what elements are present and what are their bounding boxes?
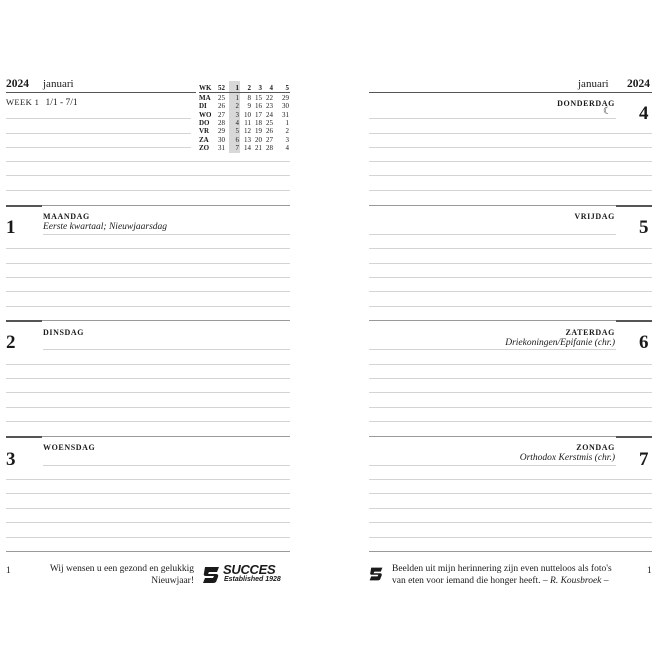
- header-rule: [6, 92, 196, 93]
- mini-cal-date: 29: [282, 94, 289, 102]
- note-line: [6, 493, 290, 494]
- mini-cal-date: 17: [255, 110, 262, 119]
- mini-cal-header-cell: 2: [247, 84, 251, 92]
- mini-cal-date: 7: [235, 143, 239, 152]
- note-line: [6, 479, 290, 480]
- mini-cal-date: 30: [218, 135, 225, 144]
- day-rule: [6, 205, 290, 206]
- mini-cal-date: 31: [282, 110, 289, 119]
- note-line: [369, 190, 652, 191]
- mini-cal-date: 30: [282, 102, 289, 111]
- week-label: [6, 97, 78, 108]
- mini-cal-day-label: VR: [199, 127, 210, 136]
- note-line: [6, 118, 191, 119]
- day-number: 4: [639, 103, 649, 124]
- day-rule-accent: [6, 320, 42, 322]
- succes-s-logo-icon: [201, 565, 221, 585]
- mini-cal-date: 15: [255, 94, 262, 102]
- moon-phase-icon: ☾: [603, 106, 612, 117]
- note-line: [369, 175, 652, 176]
- mini-cal-day-label: DI: [199, 102, 207, 111]
- note-line: [6, 378, 290, 379]
- mini-cal-header-cell: 52: [218, 84, 225, 92]
- mini-cal-date: 24: [266, 110, 273, 119]
- mini-cal-day-label: ZA: [199, 135, 209, 144]
- note-line: [6, 133, 191, 134]
- note-line: [369, 364, 652, 365]
- mini-cal-date: 6: [235, 135, 239, 144]
- mini-cal-date: 1: [285, 118, 289, 127]
- mini-cal-date: 3: [235, 110, 239, 119]
- brand-name: SUCCES: [223, 562, 276, 577]
- note-line: [369, 248, 652, 249]
- month-label: januari: [43, 78, 74, 90]
- year-label: 2024: [6, 78, 29, 90]
- day-note: Orthodox Kerstmis (chr.): [519, 453, 615, 463]
- note-line: [6, 277, 290, 278]
- day-name: DINSDAG: [43, 328, 85, 337]
- mini-cal-day-label: WO: [199, 110, 212, 119]
- note-line: [6, 392, 290, 393]
- note-line: [6, 291, 290, 292]
- mini-cal-date: 23: [266, 102, 273, 111]
- mini-cal-date: 8: [247, 94, 251, 102]
- note-line: [6, 175, 290, 176]
- note-line: [369, 508, 652, 509]
- mini-cal-header-cell: 5: [285, 84, 289, 92]
- day-name: ZATERDAG: [565, 328, 615, 337]
- day-name: ZONDAG: [576, 443, 615, 452]
- note-line: [6, 248, 290, 249]
- note-line: [369, 263, 652, 264]
- day-rule-accent: [616, 436, 652, 438]
- note-line: [369, 291, 652, 292]
- month-label: januari: [578, 78, 609, 90]
- mini-cal-date: 28: [218, 118, 225, 127]
- day-rule-accent: [6, 205, 42, 207]
- day-rule: [6, 436, 290, 437]
- footer-rule: [369, 551, 652, 552]
- note-line: [369, 306, 652, 307]
- mini-cal-date: 21: [255, 143, 262, 152]
- day-rule-accent: [616, 320, 652, 322]
- week-number: WEEK 1: [6, 97, 40, 107]
- succes-s-logo-icon: [368, 566, 384, 582]
- note-line: [369, 493, 652, 494]
- mini-cal-day-label: ZO: [199, 143, 210, 152]
- note-line: [43, 234, 290, 235]
- day-name: DONDERDAG: [557, 99, 615, 108]
- week-range: 1/1 - 7/1: [45, 98, 78, 108]
- day-rule: [369, 320, 652, 321]
- mini-cal-date: 10: [244, 110, 251, 119]
- note-line: [369, 479, 652, 480]
- page-number: 1: [647, 566, 652, 576]
- note-line: [6, 508, 290, 509]
- mini-cal-date: 27: [218, 110, 225, 119]
- note-line: [369, 421, 652, 422]
- day-number: 5: [639, 217, 649, 238]
- note-line: [6, 522, 290, 523]
- note-line: [369, 349, 616, 350]
- day-number: 6: [639, 332, 649, 353]
- day-rule: [369, 436, 652, 437]
- note-line: [369, 147, 652, 148]
- mini-cal-date: 9: [247, 102, 251, 111]
- mini-cal-date: 29: [218, 127, 225, 136]
- note-line: [6, 306, 290, 307]
- quote-line-2: [392, 575, 609, 587]
- mini-cal-date: 27: [266, 135, 273, 144]
- mini-cal-day-label: DO: [199, 118, 210, 127]
- mini-cal-date: 16: [255, 102, 262, 111]
- succes-logo: [201, 563, 293, 587]
- day-number: 7: [639, 449, 649, 470]
- quote-author: – R. Kousbroek –: [542, 576, 609, 586]
- day-name: VRIJDAG: [574, 212, 615, 221]
- mini-cal-date: 22: [266, 94, 273, 102]
- note-line: [6, 421, 290, 422]
- mini-cal-date: 2: [285, 127, 289, 136]
- day-number: 1: [6, 217, 16, 238]
- day-rule: [369, 205, 652, 206]
- mini-cal-date: 31: [218, 143, 225, 152]
- mini-cal-date: 5: [235, 127, 239, 136]
- mini-cal-header-rule: [199, 92, 290, 93]
- mini-cal-date: 25: [266, 118, 273, 127]
- note-line: [369, 118, 616, 119]
- mini-cal-date: 1: [235, 94, 239, 102]
- note-line: [6, 161, 290, 162]
- note-line: [369, 522, 652, 523]
- day-number: 3: [6, 449, 16, 470]
- note-line: [6, 364, 290, 365]
- note-line: [43, 465, 290, 466]
- mini-cal-date: 19: [255, 127, 262, 136]
- mini-cal-date: 4: [235, 118, 239, 127]
- mini-cal-date: 14: [244, 143, 251, 152]
- quote-line-1: Beelden uit mijn herinnering zijn even nutteloos als foto's: [392, 564, 612, 574]
- mini-cal-date: 12: [244, 127, 251, 136]
- mini-cal-header-cell: 3: [258, 84, 262, 92]
- mini-cal-date: 13: [244, 135, 251, 144]
- year-label: 2024: [627, 78, 650, 90]
- mini-cal-header-wk: WK: [199, 84, 212, 92]
- mini-cal-date: 28: [266, 143, 273, 152]
- mini-cal-day-label: MA: [199, 94, 211, 102]
- mini-cal-date: 18: [255, 118, 262, 127]
- note-line: [369, 465, 616, 466]
- day-rule-accent: [6, 436, 42, 438]
- header-rule: [369, 92, 652, 93]
- greeting-line-1: Wij wensen u een gezond en gelukkig: [49, 564, 194, 574]
- note-line: [369, 161, 652, 162]
- note-line: [6, 537, 290, 538]
- day-name: MAANDAG: [43, 212, 90, 221]
- mini-cal-date: 2: [235, 102, 239, 111]
- note-line: [6, 407, 290, 408]
- note-line: [369, 133, 652, 134]
- quote-text: van eten voor iemand die honger heeft.: [392, 576, 541, 586]
- day-note: Driekoningen/Epifanie (chr.): [505, 338, 615, 348]
- day-rule-accent: [616, 205, 652, 207]
- day-rule: [6, 320, 290, 321]
- day-note: Eerste kwartaal; Nieuwjaarsdag: [43, 222, 168, 232]
- note-line: [369, 234, 616, 235]
- note-line: [369, 378, 652, 379]
- mini-cal-date: 25: [218, 94, 225, 102]
- note-line: [369, 407, 652, 408]
- mini-cal-header-cell: 1: [235, 84, 239, 92]
- greeting-line-2: Nieuwjaar!: [151, 576, 194, 586]
- note-line: [369, 392, 652, 393]
- mini-cal-date: 20: [255, 135, 262, 144]
- footer-rule: [6, 551, 290, 552]
- page-number: 1: [6, 566, 11, 576]
- note-line: [6, 147, 191, 148]
- mini-cal-date: 26: [218, 102, 225, 111]
- mini-cal-header-cell: 4: [269, 84, 273, 92]
- note-line: [43, 349, 290, 350]
- mini-cal-date: 4: [285, 143, 289, 152]
- day-number: 2: [6, 332, 16, 353]
- note-line: [6, 190, 290, 191]
- note-line: [369, 277, 652, 278]
- mini-cal-date: 26: [266, 127, 273, 136]
- note-line: [6, 263, 290, 264]
- brand-tagline: Established 1928: [224, 576, 281, 583]
- day-name: WOENSDAG: [43, 443, 96, 452]
- mini-cal-date: 3: [285, 135, 289, 144]
- note-line: [369, 537, 652, 538]
- mini-cal-date: 11: [244, 118, 251, 127]
